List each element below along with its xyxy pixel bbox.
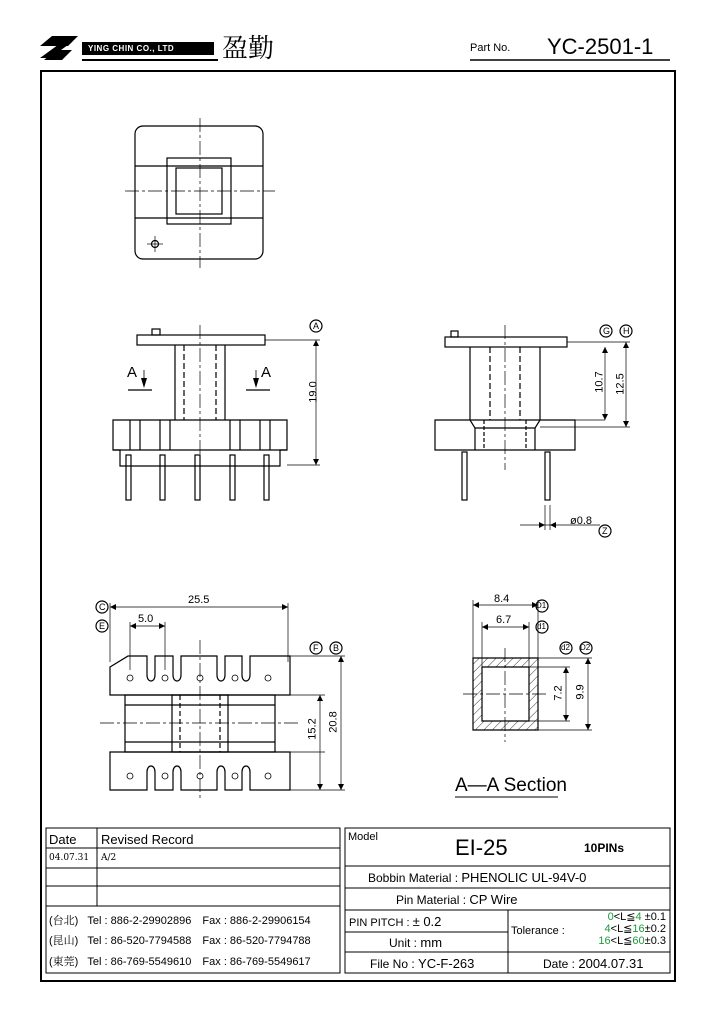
pin-material-value: CP Wire xyxy=(469,892,518,907)
pin-pitch-row xyxy=(349,914,441,929)
tolerance-value: ±0.3 xyxy=(644,935,666,947)
tolerance-row xyxy=(580,935,666,947)
contact-tel: Tel : 86-520-7794588 xyxy=(87,935,192,947)
marker-f: F xyxy=(313,643,319,653)
contact-place: (東莞) xyxy=(49,956,79,968)
marker-d2-lower: d2 xyxy=(561,643,570,652)
top-view xyxy=(125,118,275,268)
dim-10-7: 10.7 xyxy=(593,371,606,393)
model-label: Model xyxy=(348,831,378,843)
file-no-row xyxy=(370,956,474,971)
contact-place: (台北) xyxy=(49,915,79,927)
dim-15-2: 15.2 xyxy=(306,718,319,740)
bobbin-material-value: PHENOLIC UL-94V-0 xyxy=(461,870,587,885)
pin-material-label: Pin Material : xyxy=(396,893,467,907)
tolerance-upper: 60 xyxy=(632,935,645,947)
section-label: A—A Section xyxy=(455,775,567,796)
part-no-label: Part No. xyxy=(470,42,511,54)
marker-d2-upper: D2 xyxy=(580,643,591,652)
tolerance-table xyxy=(580,911,666,947)
file-no-label: File No : xyxy=(370,957,415,971)
contact-row xyxy=(49,912,311,928)
date-value: 2004.07.31 xyxy=(578,956,644,971)
section-arrow-right: A xyxy=(261,364,272,381)
contact-row xyxy=(49,932,311,948)
date-row xyxy=(543,956,643,971)
revision-record-header: Revised Record xyxy=(101,832,194,847)
dim-8-4: 8.4 xyxy=(494,593,510,605)
file-no-value: YC-F-263 xyxy=(418,956,475,971)
bottom-view xyxy=(96,601,345,800)
section-view xyxy=(455,600,592,797)
contact-place: (昆山) xyxy=(49,935,79,947)
date-label: Date : xyxy=(543,957,576,971)
tolerance-row xyxy=(580,911,666,923)
dim-5: 5.0 xyxy=(138,613,154,625)
dim-9-9: 9.9 xyxy=(574,684,587,700)
tolerance-upper: 16 xyxy=(632,923,645,935)
contact-tel: Tel : 886-2-29902896 xyxy=(87,915,192,927)
side-view xyxy=(435,325,632,537)
tolerance-lower: 4 xyxy=(604,923,611,935)
pin-material-row xyxy=(396,892,518,907)
dim-7-2: 7.2 xyxy=(552,685,565,701)
tolerance-value: ±0.1 xyxy=(644,911,666,923)
tolerance-op: <L≦ xyxy=(610,923,633,935)
tolerance-upper: 4 xyxy=(635,911,642,923)
marker-z: Z xyxy=(602,526,608,536)
front-view xyxy=(113,320,322,500)
marker-g: G xyxy=(603,326,611,336)
contact-tel: Tel : 86-769-5549610 xyxy=(87,956,192,968)
tolerance-label: Tolerance : xyxy=(511,925,565,937)
marker-b: B xyxy=(333,643,340,653)
unit-value: mm xyxy=(420,935,443,950)
contact-fax: Fax : 886-2-29906154 xyxy=(202,915,311,927)
revision-record: A/2 xyxy=(101,853,117,863)
dim-19: 19.0 xyxy=(307,381,320,403)
tolerance-op: <L≦ xyxy=(610,935,633,947)
tolerance-lower: 16 xyxy=(598,935,611,947)
dim-6-7: 6.7 xyxy=(496,614,512,626)
dim-20-8: 20.8 xyxy=(327,711,340,733)
contact-fax: Fax : 86-520-7794788 xyxy=(202,935,311,947)
section-arrow-left: A xyxy=(127,364,138,381)
part-number: YC-2501-1 xyxy=(547,34,654,59)
pin-count: 10PINs xyxy=(584,841,625,855)
dim-25-5: 25.5 xyxy=(188,594,210,606)
marker-h: H xyxy=(623,326,630,336)
tolerance-op: <L≦ xyxy=(613,911,636,923)
marker-a: A xyxy=(313,321,320,331)
contact-row xyxy=(49,953,311,969)
contact-fax: Fax : 86-769-5549617 xyxy=(202,956,311,968)
title-block-grid xyxy=(46,828,670,973)
revision-date: 04.07.31 xyxy=(49,853,90,863)
pin-pitch-label: PIN PITCH : xyxy=(349,917,410,929)
dim-pin-dia: ø0.8 xyxy=(570,515,593,527)
marker-c: C xyxy=(99,602,106,612)
unit-label: Unit : xyxy=(389,936,418,950)
company-chinese-name: 盈勤 xyxy=(222,34,275,64)
marker-e: E xyxy=(99,621,106,631)
marker-d1-lower: d1 xyxy=(537,622,546,631)
tolerance-value: ±0.2 xyxy=(644,923,666,935)
dim-12-5: 12.5 xyxy=(614,373,627,395)
model-value: EI-25 xyxy=(455,835,508,860)
tolerance-lower: 0 xyxy=(607,911,614,923)
unit-row xyxy=(389,935,442,950)
bobbin-material-row xyxy=(368,870,586,885)
company-name: YING CHIN CO., LTD xyxy=(88,44,175,53)
marker-d1-upper: D1 xyxy=(536,601,547,610)
pin-pitch-value: ± 0.2 xyxy=(412,914,442,929)
bobbin-material-label: Bobbin Material : xyxy=(368,871,459,885)
revision-date-header: Date xyxy=(49,832,77,847)
tolerance-row xyxy=(580,923,666,935)
